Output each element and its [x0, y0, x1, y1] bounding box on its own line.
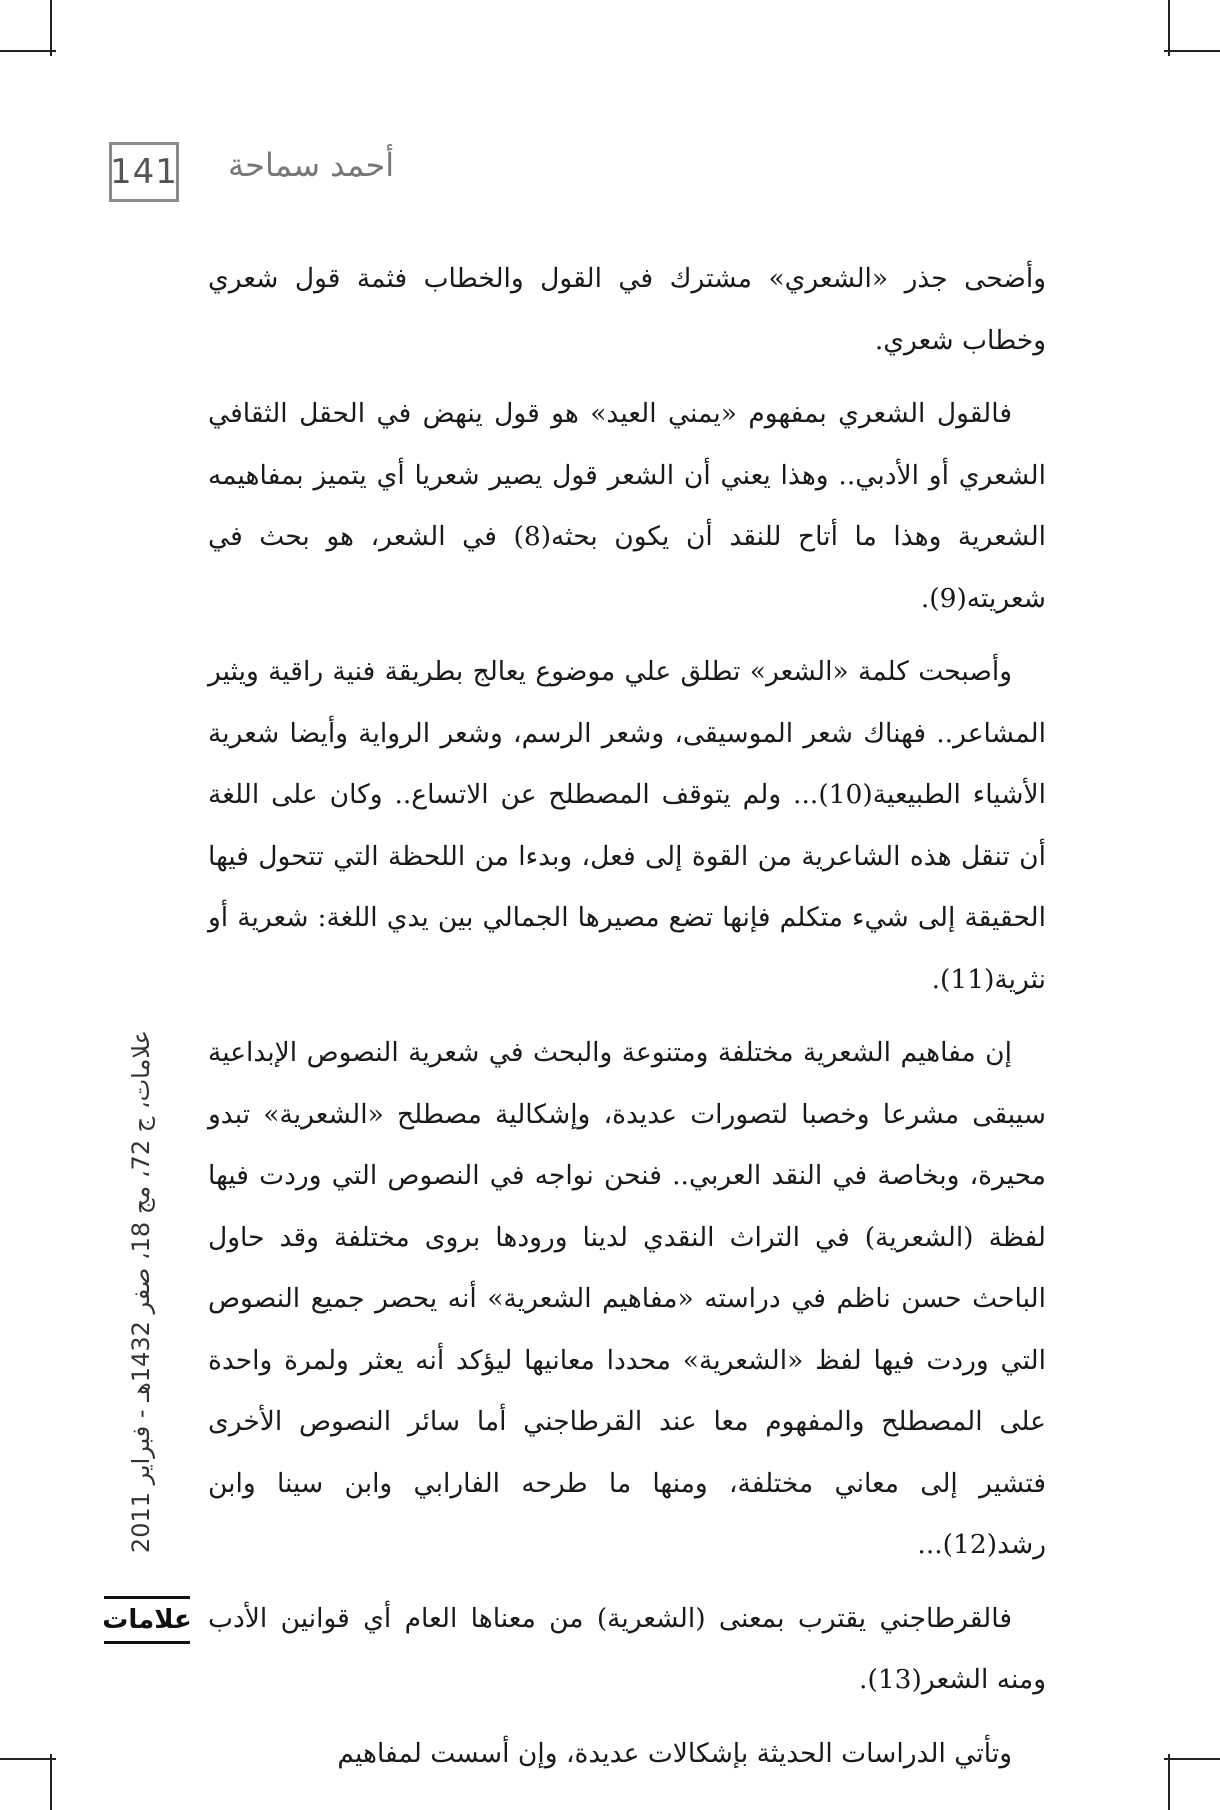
crop-mark: [1168, 0, 1170, 56]
crop-mark: [1168, 1754, 1170, 1810]
paragraph: وأضحى جذر «الشعري» مشترك في القول والخطاب فثمة قول شعري وخطاب شعري.: [208, 263, 1046, 356]
crop-mark: [50, 0, 52, 56]
journal-sidebar: [118, 1030, 164, 1554]
crop-mark: [50, 1754, 52, 1810]
page-number: 141: [109, 142, 179, 202]
article-body: [208, 248, 1046, 1796]
journal-logo: علامات: [104, 1596, 190, 1644]
running-head-author: أحمد سماحة: [228, 146, 395, 184]
paragraph: فالقول الشعري بمفهوم «يمني العيد» هو قول ينهض في الحقل الثقافي الشعري أو الأدبي.. وهذا يعني أن الشعر قول يصير شعريا أي يتميز بمفاهيمه الشعرية وهذا ما أتاح للنقد أن يكون بحثه(8) في الشعر، هو بحث في شعريته(9).: [208, 398, 1047, 614]
paragraph: إن مفاهيم الشعرية مختلفة ومتنوعة والبحث في شعرية النصوص الإبداعية سيبقى مشرعا وخصبا لتصورات عديدة، وإشكالية مصطلح «الشعرية» تبدو محيرة، وبخاصة في النقد العربي.. فنحن نواجه في النصوص التي وردت فيها لفظة (الشعرية) في التراث النقدي لدينا ورودها بروى مختلفة وقد حاول الباحث حسن ناظم في دراسته «مفاهيم الشعرية» أنه يحصر جميع النصوص التي وردت فيها لفظ «الشعرية» محددا معانيها ليؤكد أنه يعثر ولمرة واحدة على المصطلح والمفهوم معا عند القرطاجني أما سائر النصوص الأخرى فتشير إلى معاني مختلفة، ومنها ما طرحه الفارابي وابن سينا وابن رشد(12)...: [208, 1037, 1046, 1560]
crop-mark: [1164, 1758, 1220, 1760]
crop-mark: [0, 50, 56, 52]
journal-info: علامات، ج 72، مج 18، صفر 1432هـ - فبراير 2011: [127, 1030, 155, 1554]
paragraph: فالقرطاجني يقترب بمعنى (الشعرية) من معناها العام أي قوانين الأدب ومنه الشعر(13).: [208, 1602, 1046, 1695]
paragraph: وأصبحت كلمة «الشعر» تطلق علي موضوع يعالج بطريقة فنية راقية ويثير المشاعر.. فهناك شعر الموسيقى، وشعر الرسم، وشعر الرواية وأيضا شعرية الأشياء الطبيعية(10)... ولم يتوقف المصطلح عن الاتساع.. وكان على اللغة أن تنقل هذه الشاعرية من القوة إلى فعل، وبدءا من اللحظة التي تتحول فيها الحقيقة إلى شيء متكلم فإنها تضع مصيرها الجمالي بين يدي اللغة: شعرية أو نثرية(11).: [208, 656, 1046, 995]
paragraph: وتأتي الدراسات الحديثة بإشكالات عديدة، وإن أسست لمفاهيم: [337, 1737, 1012, 1769]
crop-mark: [1164, 50, 1220, 52]
crop-mark: [0, 1758, 56, 1760]
